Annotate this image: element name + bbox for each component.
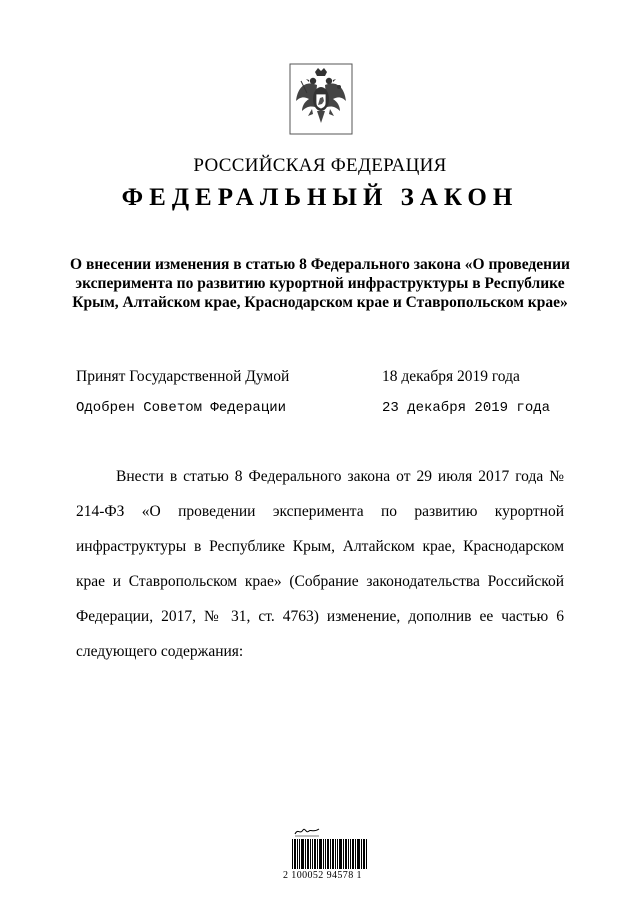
law-title-line: Крым, Алтайском крае, Краснодарском крае и Ставропольском крае» [72,294,568,311]
duma-adoption-row [76,368,576,386]
barcode-icon [292,839,368,869]
law-title-line: О внесении изменения в статью 8 Федерального закона «О проведении [70,256,570,273]
country-heading: РОССИЙСКАЯ ФЕДЕРАЦИЯ [193,155,447,176]
law-body-paragraph: Внести в статью 8 Федерального закона от 29 июля 2017 года № 214-ФЗ «О проведении эксперимента по развитию курортной инфраструктуры в Республике Крым, Алтайском крае, Краснодарском крае и Ставропольском крае» (Собрание законодательства Российской Федерации, 2017, № 31, ст. 4763) изменение, дополнив ее частью 6 следующего содержания: [76,468,564,660]
russian-coat-of-arms-icon [289,63,353,135]
duma-adoption-date: 18 декабря 2019 года [382,368,520,385]
council-approval-row [76,400,576,416]
document-type-heading: ФЕДЕРАЛЬНЫЙ ЗАКОН [121,184,519,211]
coat-of-arms-emblem [289,63,353,135]
law-title-line: эксперимента по развитию курортной инфраструктуры в Республике [75,275,565,292]
barcode-block [283,825,383,885]
barcode-number: 2 100052 94578 1 [283,870,362,881]
signature-mark-icon [293,825,321,837]
council-approval-date: 23 декабря 2019 года [382,400,551,416]
duma-adoption-label: Принят Государственной Думой [76,368,290,385]
council-approval-label: Одобрен Советом Федерации [76,400,287,416]
law-title [40,255,600,312]
